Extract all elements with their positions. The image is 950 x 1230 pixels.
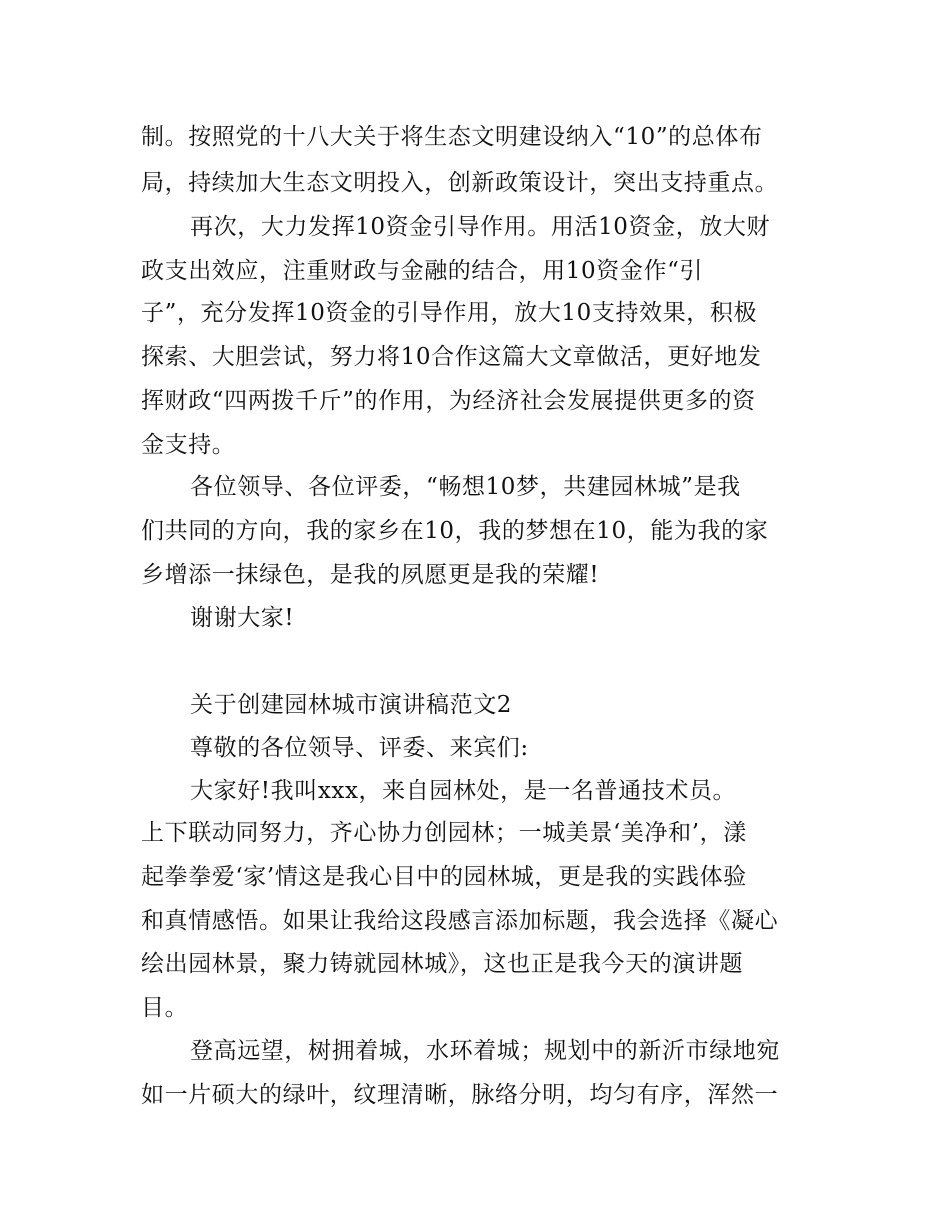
paragraph-line: 各位领导、各位评委，“畅想10梦，共建园林城”是我	[190, 474, 741, 500]
paragraph-line: 谢谢大家!	[190, 605, 295, 631]
paragraph-line: 如一片硕大的绿叶，纹理清晰，脉络分明，均匀有序，浑然一	[141, 1082, 779, 1108]
paragraph-line: 大家好!我叫xxx，来自园林处，是一名普通技术员。	[190, 778, 737, 804]
paragraph-line: 登高远望，树拥着城，水环着城；规划中的新沂市绿地宛	[190, 1038, 780, 1064]
section-heading: 关于创建园林城市演讲稿范文2	[190, 692, 513, 718]
paragraph-line: 探索、大胆尝试，努力将10合作这篇大文章做活，更好地发	[141, 344, 762, 370]
paragraph-line: 绘出园林景，聚力铸就园林城》，这也正是我今天的演讲题	[141, 951, 744, 977]
paragraph-line: 局，持续加大生态文明投入，创新政策设计，突出支持重点。	[141, 170, 779, 196]
paragraph-line: 政支出效应，注重财政与金融的结合，用10资金作“引	[141, 258, 704, 284]
paragraph-line: 起拳拳爱‘家’情这是我心目中的园林城，更是我的实践体验	[141, 864, 747, 890]
paragraph-line: 子”，充分发挥10资金的引导作用，放大10支持效果，积极	[141, 300, 758, 326]
paragraph-line: 再次，大力发挥10资金引导作用。用活10资金，放大财	[190, 214, 771, 240]
paragraph-line: 挥财政“四两拨千斤”的作用，为经济社会发展提供更多的资	[141, 388, 756, 414]
salutation: 尊敬的各位领导、评委、来宾们:	[190, 735, 529, 761]
paragraph-line: 金支持。	[141, 432, 236, 458]
paragraph-line: 上下联动同努力，齐心协力创园林；一城美景‘美净和’，漾	[141, 820, 747, 846]
paragraph-line: 制。按照党的十八大关于将生态文明建设纳入“10”的总体布	[141, 124, 763, 150]
paragraph-line: 们共同的方向，我的家乡在10，我的梦想在10，能为我的家	[141, 518, 769, 544]
paragraph-line: 目。	[141, 995, 189, 1021]
paragraph-line: 和真情感悟。如果让我给这段感言添加标题，我会选择《凝心	[141, 908, 779, 934]
paragraph-line: 乡增添一抹绿色，是我的夙愿更是我的荣耀!	[141, 562, 600, 588]
